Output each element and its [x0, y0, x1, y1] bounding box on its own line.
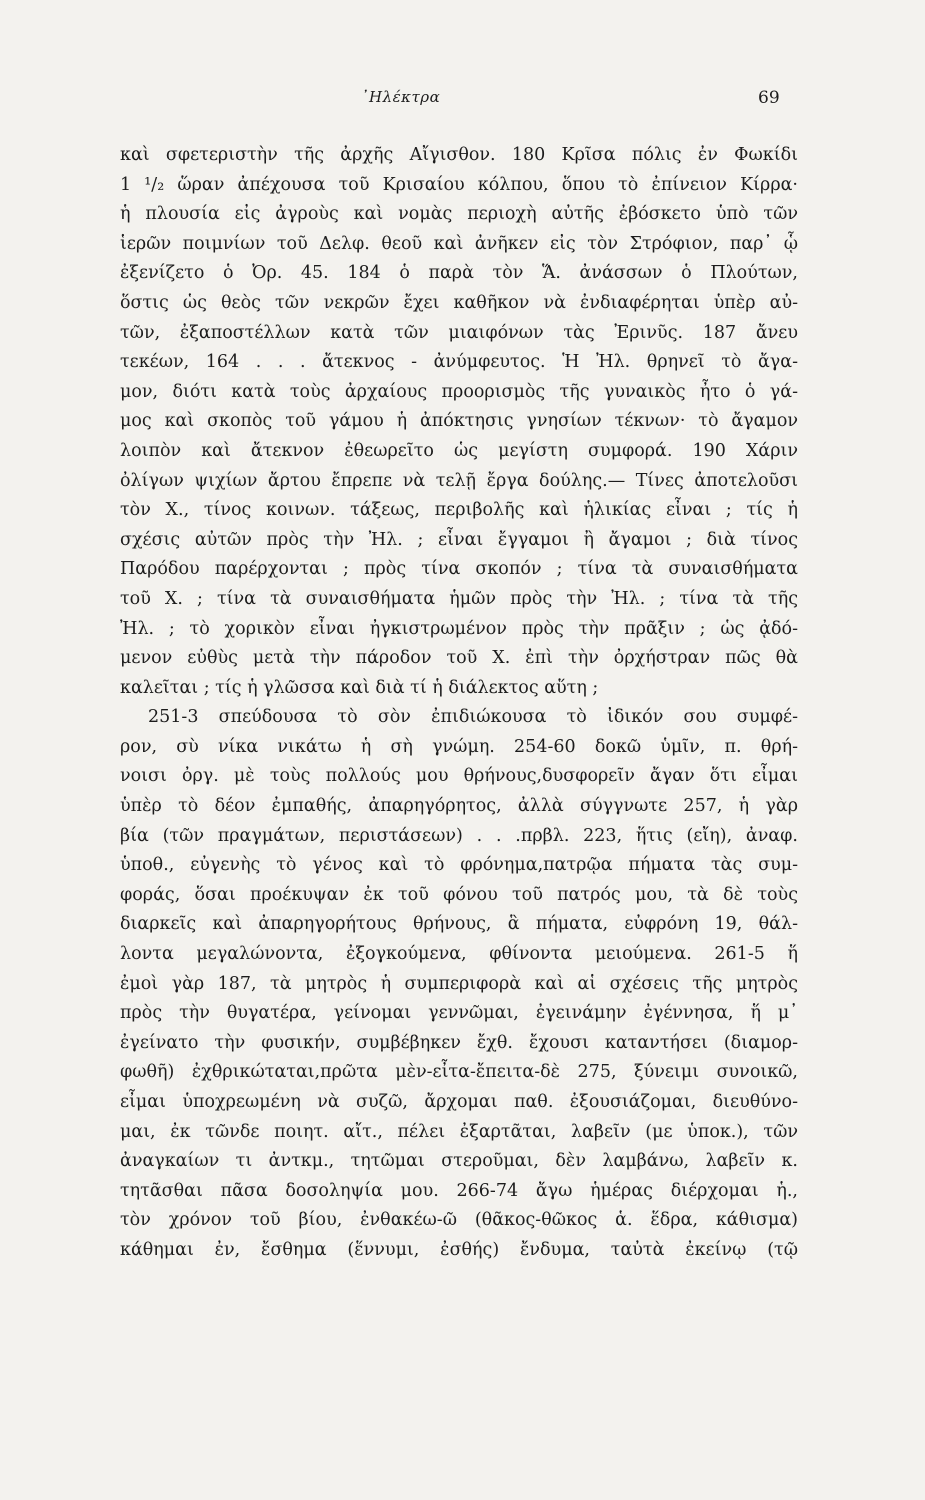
text-line: νοισι ὀργ. μὲ τοὺς πολλούς μου θρήνους,δυσφορεῖν ἄγαν ὅτι εἶμαι	[120, 766, 798, 787]
text-line: 251-3 σπεύδουσα τὸ σὸν ἐπιδιώκουσα τὸ ἰδικόν σου συμφέ-	[148, 707, 798, 728]
text-line: ὑποθ., εὐγενὴς τὸ γένος καὶ τὸ φρόνημα,πατρῷα πήματα τὰς συμ-	[120, 855, 798, 876]
text-line: πρὸς τὴν θυγατέρα, γείνομαι γεννῶμαι, ἐγεινάμην ἐγέννησα, ἥ μ᾽	[120, 1003, 798, 1024]
text-line: εἶμαι ὑποχρεωμένη νὰ συζῶ, ἄρχομαι παθ. ἐξουσιάζομαι, διευθύνο-	[120, 1092, 798, 1112]
text-line: ὅστις ὡς θεὸς τῶν νεκρῶν ἔχει καθῆκον νὰ ἐνδιαφέρηται ὑπὲρ αὐ-	[120, 292, 798, 313]
text-line: μον, διότι κατὰ τοὺς ἀρχαίους προορισμὸς τῆς γυναικὸς ἦτο ὁ γά-	[120, 381, 798, 402]
text-line: λοιπὸν καὶ ἄτεκνον ἐθεωρεῖτο ὡς μεγίστη συμφορά. 190 Χάριν	[120, 440, 798, 461]
text-line: φωθῆ) ἐχθρικώταται,πρῶτα μὲν-εἶτα-ἔπειτα-δὲ 275, ξύνειμι συνοικῶ,	[120, 1062, 798, 1083]
text-line: τῶν, ἐξαποστέλλων κατὰ τῶν μιαιφόνων τὰς Ἐρινῦς. 187 ἄνευ	[120, 322, 798, 343]
text-line: ἐξενίζετο ὁ Ὀρ. 45. 184 ὁ παρὰ τὸν Ἅ. ἀνάσσων ὁ Πλούτων,	[120, 263, 798, 284]
text-line: καλεῖται ; τίς ἡ γλῶσσα καὶ διὰ τί ἡ διάλεκτος αὕτη ;	[120, 677, 599, 698]
text-line: καὶ σφετεριστὴν τῆς ἀρχῆς Αἴγισθον. 180 Κρῖσα πόλις ἐν Φωκίδι	[120, 145, 798, 165]
text-line: ἱερῶν ποιμνίων τοῦ Δελφ. θεοῦ καὶ ἀνῆκεν εἰς τὸν Στρόφιον, παρ᾽ ᾧ	[120, 233, 798, 254]
text-line: ρον, σὺ νίκα νικάτω ἡ σὴ γνώμη. 254-60 δοκῶ ὑμῖν, π. θρή-	[120, 736, 798, 757]
text-line: φοράς, ὅσαι προέκυψαν ἐκ τοῦ φόνου τοῦ πατρός μου, τὰ δὲ τοὺς	[120, 884, 798, 905]
text-line: Παρόδου παρέρχονται ; πρὸς τίνα σκοπόν ; τίνα τὰ συναισθήματα	[120, 559, 798, 580]
text-line: βία (τῶν πραγμάτων, περιστάσεων) . . .πρβλ. 223, ἥτις (εἴη), ἀναφ.	[120, 825, 798, 846]
text-line: λοντα μεγαλώνοντα, ἐξογκούμενα, φθίνοντα μειούμενα. 261-5 ἥ	[120, 944, 798, 965]
text-line: τὸν Χ., τίνος κοινων. τάξεως, περιβολῆς καὶ ἡλικίας εἶναι ; τίς ἡ	[120, 500, 798, 521]
text-line: ὑπὲρ τὸ δέον ἐμπαθής, ἀπαρηγόρητος, ἀλλὰ σύγγνωτε 257, ἡ γὰρ	[120, 796, 798, 817]
text-line: τὸν χρόνον τοῦ βίου, ἐνθακέω-ῶ (θᾶκος-θῶκος ἁ. ἕδρα, κάθισμα)	[120, 1210, 798, 1231]
text-line: μενον εὐθὺς μετὰ τὴν πάροδον τοῦ Χ. ἐπὶ τὴν ὀρχήστραν πῶς θὰ	[120, 648, 798, 669]
page-header	[0, 88, 925, 118]
text-line: τεκέων, 164 . . . ἄτεκνος - ἀνύμφευτος. Ἡ Ἠλ. θρηνεῖ τὸ ἄγα-	[120, 352, 798, 373]
text-line: ἀναγκαίων τι ἀντκμ., τητῶμαι στεροῦμαι, δὲν λαμβάνω, λαβεῖν κ.	[120, 1151, 798, 1172]
text-line: σχέσις αὐτῶν πρὸς τὴν Ἠλ. ; εἶναι ἔγγαμοι ἢ ἄγαμοι ; διὰ τίνος	[120, 529, 798, 550]
text-line: μος καὶ σκοπὸς τοῦ γάμου ἡ ἀπόκτησις γνησίων τέκνων· τὸ ἄγαμον	[120, 411, 798, 432]
text-line: κάθημαι ἐν, ἔσθημα (ἕννυμι, ἐσθής) ἔνδυμα, ταὐτὰ ἐκείνῳ (τῷ	[120, 1239, 798, 1260]
text-line: ἡ πλουσία εἰς ἀγροὺς καὶ νομὰς περιοχὴ αὐτῆς ἐβόσκετο ὑπὸ τῶν	[120, 204, 798, 225]
text-line: ἐγείνατο τὴν φυσικήν, συμβέβηκεν ἔχθ. ἔχουσι καταντήσει (διαμορ-	[120, 1032, 798, 1053]
text-line: 1 ¹/₂ ὥραν ἀπέχουσα τοῦ Κρισαίου κόλπου, ὅπου τὸ ἐπίνειον Κίρρα·	[120, 174, 798, 195]
text-line: μαι, ἐκ τῶνδε ποιητ. αἴτ., πέλει ἐξαρτᾶται, λαβεῖν (με ὑποκ.), τῶν	[120, 1121, 798, 1142]
text-line: ὀλίγων ψιχίων ἄρτου ἔπρεπε νὰ τελῇ ἔργα δούλης.— Τίνες ἀποτελοῦσι	[120, 470, 798, 491]
text-line: Ἠλ. ; τὸ χορικὸν εἶναι ἠγκιστρωμένον πρὸς τὴν πρᾶξιν ; ὡς ᾀδό-	[120, 618, 798, 639]
commentary-text	[120, 141, 798, 1266]
text-line: τητᾶσθαι πᾶσα δοσοληψία μου. 266-74 ἄγω ἡμέρας διέρχομαι ἡ.,	[120, 1180, 798, 1201]
text-line: ἐμοὶ γὰρ 187, τὰ μητρὸς ἡ συμπεριφορὰ καὶ αἱ σχέσεις τῆς μητρὸς	[120, 973, 798, 994]
text-line: τοῦ Χ. ; τίνα τὰ συναισθήματα ἡμῶν πρὸς τὴν Ἠλ. ; τίνα τὰ τῆς	[120, 588, 798, 609]
running-title: ᾽Ηλέκτρα	[361, 88, 441, 106]
text-line: διαρκεῖς καὶ ἀπαρηγορήτους θρήνους, ἃ πήματα, εὐφρόνη 19, θάλ-	[120, 914, 798, 935]
page-number: 69	[758, 88, 780, 108]
